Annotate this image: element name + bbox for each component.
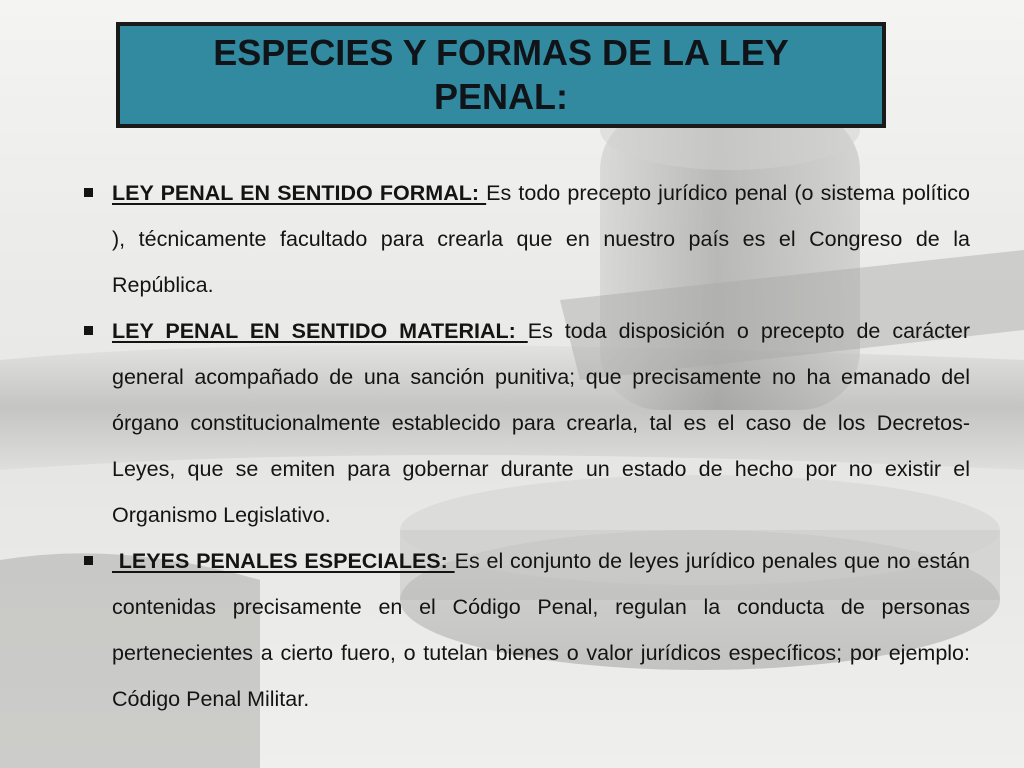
item-term: LEY PENAL EN SENTIDO MATERIAL: xyxy=(112,319,528,343)
list-item xyxy=(80,170,970,308)
item-text: Es el conjunto de leyes jurídico penales que no están contenidas precisamente en el Código Penal, regulan la conducta de personas pertenecientes a cierto fuero, o tutelan bienes o valor jurídicos específicos; por ejemplo: Código Penal Militar. xyxy=(112,549,971,711)
slide-title: ESPECIES Y FORMAS DE LA LEY PENAL: xyxy=(213,32,789,117)
square-bullet-icon xyxy=(84,556,93,565)
title-banner xyxy=(116,22,886,128)
item-text: Es toda disposición o precepto de carácter general acompañado de una sanción punitiva; que precisamente no ha emanado del órgano constitucionalmente establecido para crearla, tal es el caso de los Decretos-Leyes, que se emiten para gobernar durante un estado de hecho por no existir el Organismo Legislativo. xyxy=(112,319,970,527)
bullet-list xyxy=(80,170,970,722)
square-bullet-icon xyxy=(84,188,93,197)
list-item xyxy=(80,308,970,538)
item-term: LEY PENAL EN SENTIDO FORMAL: xyxy=(112,181,487,205)
list-item xyxy=(80,538,970,722)
square-bullet-icon xyxy=(84,326,93,335)
item-text: Es todo precepto jurídico penal (o sistema político ), técnicamente facultado para crearla que en nuestro país es el Congreso de la República. xyxy=(112,181,970,297)
item-term: LEYES PENALES ESPECIALES: xyxy=(112,549,455,573)
